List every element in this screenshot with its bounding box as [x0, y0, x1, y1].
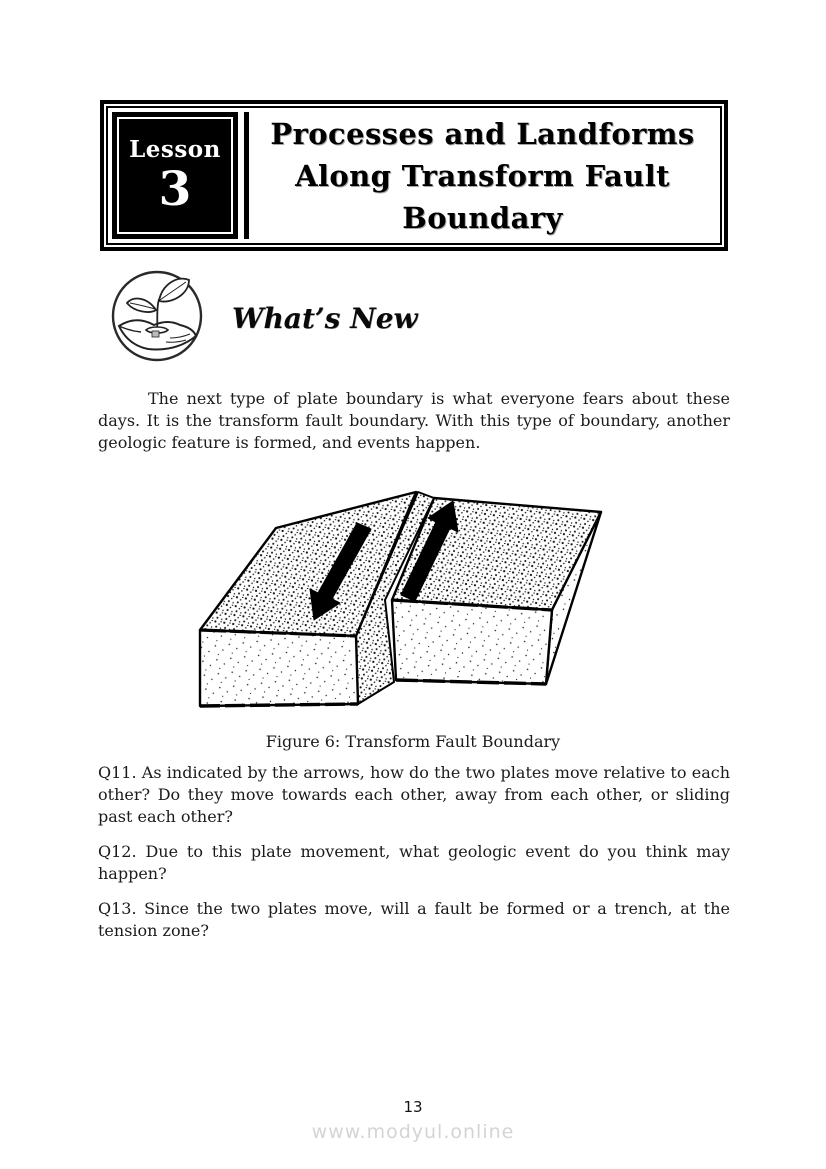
- watermark-text: www.modyul.online: [311, 1121, 515, 1143]
- intro-paragraph: The next type of plate boundary is what everyone fears about these days. It is the transform fault boundary. With this type of boundary, another geologic feature is formed, and events happen.: [98, 389, 730, 452]
- transform-fault-block-diagram: [196, 490, 630, 722]
- lesson-label: Lesson: [129, 136, 221, 164]
- hand-holding-plant-icon: [110, 268, 204, 364]
- figure-caption: Figure 6: Transform Fault Boundary: [265, 732, 561, 751]
- question-q11: Q11. As indicated by the arrows, how do the two plates move relative to each other? Do they move towards each other, away from each other, or sliding past each other?: [98, 763, 730, 826]
- page-title: [249, 112, 716, 239]
- lesson-number-box: [112, 112, 238, 239]
- figure-block: [0, 490, 826, 751]
- lesson-number: 3: [158, 162, 192, 218]
- page-title-line: Boundary: [402, 200, 563, 235]
- question-q12: Q12. Due to this plate movement, what geologic event do you think may happen?: [98, 842, 730, 883]
- page-number: 13: [403, 1098, 423, 1116]
- page-title-line: Along Transform Fault: [295, 158, 670, 193]
- whats-new-section-header: [110, 268, 418, 364]
- question-q13: Q13. Since the two plates move, will a fault be formed or a trench, at the tension zone?: [98, 899, 730, 940]
- lesson-header-inner: [106, 106, 722, 245]
- lesson-header-box: [100, 100, 728, 251]
- lesson-number-box-inner: [117, 117, 233, 234]
- section-heading: What’s New: [232, 301, 418, 335]
- question-list: [98, 762, 730, 955]
- page-title-line: Processes and Landforms: [270, 116, 695, 151]
